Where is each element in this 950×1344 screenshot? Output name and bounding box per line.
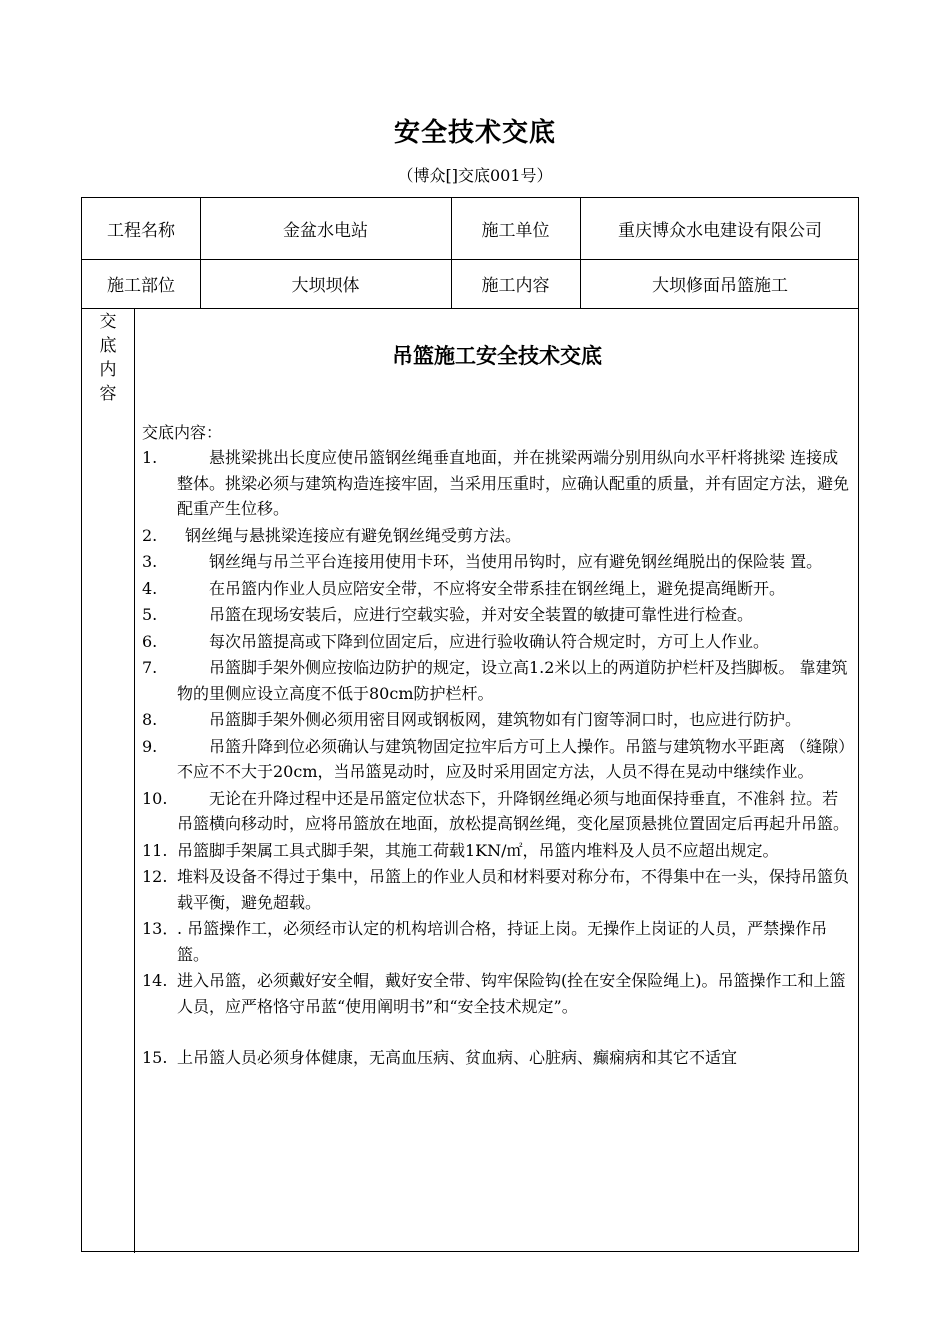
list-item bbox=[142, 864, 852, 915]
document-title: 安全技术交底 bbox=[393, 118, 556, 148]
list-item bbox=[142, 576, 852, 602]
list-item bbox=[142, 629, 852, 655]
item-number: 14. bbox=[142, 971, 168, 990]
blank-line bbox=[142, 1020, 852, 1045]
value-construction-unit: 重庆博众水电建设有限公司 bbox=[618, 221, 822, 241]
list-item bbox=[142, 655, 852, 706]
item-text: 无论在升降过程中还是吊篮定位状态下，升降钢丝绳必须与地面保持垂直，不准斜 拉。若吊篮横向移动时，应将吊篮放在地面，放松提高钢丝绳，变化屋顶悬挑位置固定后再起升吊篮。 bbox=[177, 788, 850, 833]
item-text: 钢丝绳与悬挑梁连接应有避免钢丝绳受剪方法。 bbox=[177, 525, 522, 545]
item-number: 4. bbox=[142, 578, 158, 598]
label-construction-content: 施工内容 bbox=[481, 276, 550, 296]
item-number: 7. bbox=[142, 658, 158, 677]
value-construction-content: 大坝修面吊篮施工 bbox=[652, 276, 788, 296]
item-number: 15. bbox=[142, 1048, 168, 1067]
label-construction-part: 施工部位 bbox=[107, 276, 175, 296]
item-text: 每次吊篮提高或下降到位固定后，应进行验收确认符合规定时，方可上人作业。 bbox=[177, 631, 770, 651]
list-item bbox=[142, 602, 852, 628]
item-number: 3. bbox=[142, 552, 158, 571]
item-number: 12. bbox=[142, 867, 168, 886]
item-text: 吊篮脚手架外侧必须用密目网或钢板网，建筑物如有门窗等洞口时，也应进行防护。 bbox=[177, 710, 802, 729]
value-project-name: 金盆水电站 bbox=[283, 221, 368, 241]
item-number: 11. bbox=[142, 840, 168, 860]
item-text: 吊篮脚手架属工具式脚手架，其施工荷载1KN/㎡，吊篮内堆料及人员不应超出规定。 bbox=[177, 840, 779, 860]
item-text: 进入吊篮，必须戴好安全帽，戴好安全带、钩牢保险钩(拴在安全保险绳上)。吊篮操作工和上篮人员，应严格恪守吊蓝“使用阐明书”和“安全技术规定”。 bbox=[177, 971, 846, 1016]
list-item bbox=[142, 734, 852, 785]
item-text: 吊篮升降到位必须确认与建筑物固定拉牢后方可上人操作。吊篮与建筑物水平距离 （缝隙）不应不不大于20cm，当吊篮晃动时，应及时采用固定方法，人员不得在晃动中继续作业。 bbox=[177, 736, 847, 781]
item-number: 8. bbox=[142, 710, 158, 729]
item-text: 悬挑梁挑出长度应使吊篮钢丝绳垂直地面，并在挑梁两端分别用纵向水平杆将挑梁 连接成整体。挑梁必须与建筑构造连接牢固，当采用压重时，应确认配重的质量，并有固定方法，避免配重产生位移。 bbox=[177, 448, 850, 518]
document-number: （博众[]交底001号） bbox=[397, 166, 553, 185]
item-text: 上吊篮人员必须身体健康，无高血压病、贫血病、心脏病、癫痫病和其它不适宜 bbox=[177, 1048, 738, 1067]
item-number: 2. bbox=[142, 525, 158, 545]
item-text: 钢丝绳与吊兰平台连接用使用卡环，当使用吊钩时，应有避免钢丝绳脱出的保险装 置。 bbox=[177, 552, 823, 571]
list-item bbox=[142, 1045, 852, 1071]
item-text: 吊篮在现场安装后，应进行空载实验，并对安全装置的敏捷可靠性进行检查。 bbox=[177, 605, 754, 624]
list-item bbox=[142, 523, 852, 549]
intro-label: 交底内容： bbox=[142, 423, 223, 442]
item-text: 堆料及设备不得过于集中，吊篮上的作业人员和材料要对称分布，不得集中在一头，保持吊篮负载平衡，避免超载。 bbox=[177, 867, 850, 912]
list-item bbox=[142, 707, 852, 733]
item-text: . 吊篮操作工，必须经市认定的机构培训合格，持证上岗。无操作上岗证的人员，严禁操作吊篮。 bbox=[177, 919, 828, 964]
list-item bbox=[142, 445, 852, 522]
item-number: 10. bbox=[142, 788, 168, 808]
list-item bbox=[142, 968, 852, 1019]
list-item bbox=[142, 786, 852, 837]
value-construction-part: 大坝坝体 bbox=[291, 276, 360, 296]
disclosure-list bbox=[142, 445, 852, 1072]
column-divider bbox=[134, 308, 135, 1253]
row-divider bbox=[82, 308, 858, 309]
item-text: 在吊篮内作业人员应陪安全带，不应将安全带系挂在钢丝绳上，避免提高绳断开。 bbox=[177, 578, 786, 598]
list-item bbox=[142, 916, 852, 967]
label-project-name: 工程名称 bbox=[107, 221, 175, 241]
item-number: 1. bbox=[142, 448, 158, 467]
label-construction-unit: 施工单位 bbox=[481, 221, 550, 241]
disclosure-content-side-label: 交底内容 bbox=[99, 312, 117, 404]
item-number: 5. bbox=[142, 605, 158, 624]
list-item bbox=[142, 838, 852, 864]
section-title: 吊篮施工安全技术交底 bbox=[392, 344, 602, 368]
item-number: 6. bbox=[142, 631, 158, 651]
list-item bbox=[142, 549, 852, 575]
item-number: 9. bbox=[142, 736, 158, 756]
item-number: 13． bbox=[142, 919, 179, 938]
item-text: 吊篮脚手架外侧应按临边防护的规定，设立高1.2米以上的两道防护栏杆及挡脚板。 靠建筑物的里侧应设立高度不低于80cm防护栏杆。 bbox=[177, 658, 848, 703]
